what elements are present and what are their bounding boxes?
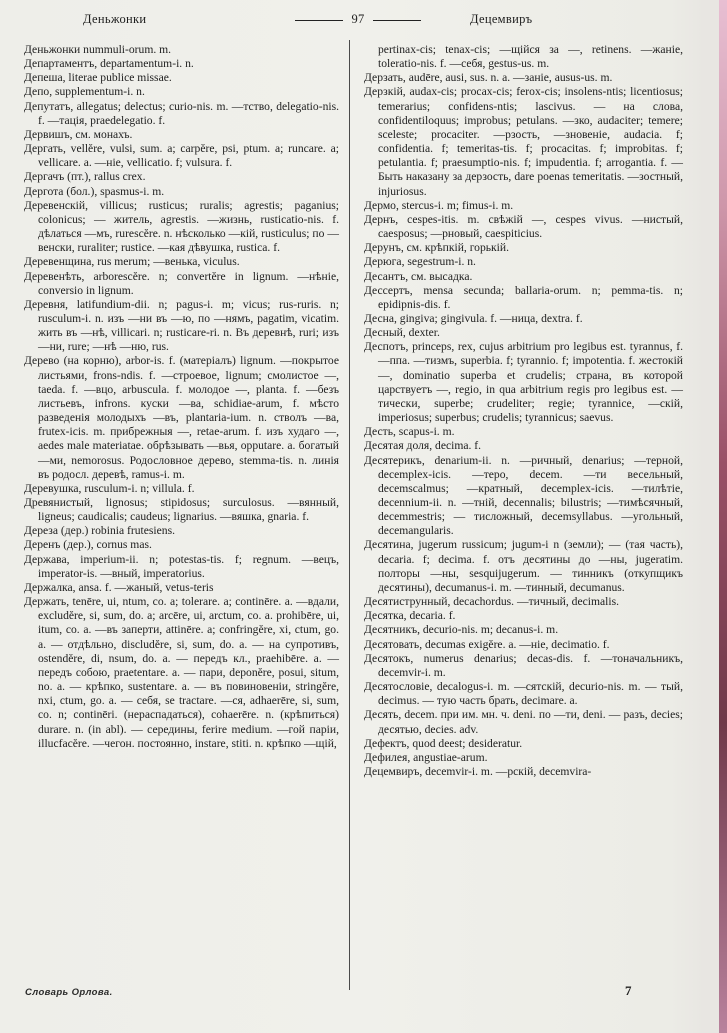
entry-definition: , supplementum-i. n.: [49, 85, 145, 99]
entry-definition: , decachordus. —тичный, decimalis.: [447, 595, 619, 609]
entry-definition: , denarium-ii. n. —ричный, denarius; —терной, decemplex-icis. —теро, decem. —ти весельный, decemscalmus; —кратный, decemplex-icis. —тилѣтіе, decennium-ii. n. —тній, decennalis; bilustris; —тимѣсячный, decemmestris; — тисложный, decemsyllabus. —угольный, decemangularis.: [378, 453, 683, 538]
dictionary-entry: [364, 751, 683, 765]
entry-definition: , quod deest; desideratur.: [406, 736, 523, 750]
entry-definition: , decumas exigĕre. a. —ніе, decimatio. f.: [419, 637, 610, 651]
entry-headword: Деренъ: [24, 538, 61, 552]
dictionary-entry: [364, 538, 683, 595]
dictionary-entry: [364, 43, 683, 71]
entry-headword: Десантъ: [364, 269, 406, 283]
dictionary-entry: [364, 623, 683, 637]
entry-headword: Дергать: [24, 142, 63, 156]
entry-definition: , mensa secunda; ballaria-orum. n; pemma-tis. n; epidipnis-dis. f.: [378, 283, 683, 311]
entry-headword: Дермо: [364, 198, 396, 212]
entry-definition: , audēre, ausi, sus. n. a. —заніе, ausus-us. m.: [402, 71, 613, 85]
entry-definition: (дер.), cornus mas.: [60, 538, 152, 552]
left-column: [24, 43, 339, 751]
rule-right: [373, 20, 421, 21]
entry-definition: , stercus-i. m; fimus-i. m.: [395, 198, 514, 212]
dictionary-entry: [364, 652, 683, 680]
running-head: [0, 12, 727, 32]
entry-headword: Десятиструнный: [364, 595, 448, 609]
entry-headword: Дерево: [24, 354, 60, 368]
entry-definition: , arborescĕre. n; convertĕre in lignum. —нѣніе, conversio in lignum.: [38, 269, 339, 297]
dictionary-entry: [24, 43, 339, 57]
entry-headword: Дерзкій: [364, 85, 403, 99]
entry-headword: Дернъ: [364, 212, 396, 226]
rule-left: [295, 20, 343, 21]
entry-headword: Депеша: [24, 71, 63, 85]
dictionary-entry: [24, 71, 339, 85]
dictionary-entry: [364, 340, 683, 425]
dictionary-entry: [364, 708, 683, 736]
dictionary-entry: [24, 595, 339, 751]
entry-headword: Держалка: [24, 580, 73, 594]
dictionary-entry: [364, 737, 683, 751]
entry-definition: , latifundium-dii. n; pagus-i. m; vicus; rus-ruris. n; rusculum-i. n. изъ —ни въ —ю, по —нямъ, pagatim, vicatim. жить въ —нѣ, villicari. n; rusticare-ri. n. Въ деревнѣ, ruri; изъ —ни, rure; —нѣ —ню, rus.: [38, 297, 339, 354]
dictionary-entry: [24, 170, 339, 184]
dictionary-entry: [364, 241, 683, 255]
entry-headword: Дервишъ: [24, 127, 70, 141]
entry-headword: Десть: [364, 425, 393, 439]
page-number-block: [208, 12, 508, 27]
entry-headword: Десятина: [364, 538, 411, 552]
entry-definition: , cespes-itis. m. свѣжій —, cespes vivus. —нистый, caesposus; —рновый, caespiticius.: [378, 212, 683, 241]
dictionary-entry: [364, 439, 683, 453]
printer-signature: Словарь Орлова.: [25, 987, 113, 998]
entry-headword: Десный: [364, 326, 403, 340]
entry-definition: , decalogus-i. m. —сятскій, decurio-nis. m. — тый, decimus. — тую часть брать, decimare. a.: [378, 680, 683, 708]
dictionary-entry: [364, 454, 683, 539]
entry-definition: , imperium-ii. n; potestas-tis. f; regnum. —вецъ, imperator-is. —вный, imperatorius.: [38, 552, 339, 580]
dictionary-entry: [364, 312, 683, 326]
dictionary-entry: [24, 100, 339, 128]
entry-headword: Децемвиръ: [364, 764, 420, 778]
entry-headword: Десятовать: [364, 637, 420, 651]
entry-definition: , angustiae-arum.: [407, 750, 488, 764]
entry-headword: Дергачъ: [24, 170, 65, 184]
entry-definition: , см. высадка.: [405, 269, 473, 283]
entry-headword: Дефилея: [364, 750, 408, 764]
entry-headword: Держава: [24, 552, 67, 566]
entry-headword: Десятка: [364, 609, 404, 623]
entry-definition: , jugerum russicum; jugum-i n (земли); — (тая часть), decaria. f; decima. f. отъ десятины до —ны, jugeratim. полторы —ны, sesquijugerum. — тинникъ (откупщикъ десятины), decumanus-i. m. —тинный, decumanus.: [378, 538, 683, 594]
entry-definition: pertinax-cis; tenax-cis; —щійся за —, retinens. —жаніе, toleratio-nis. f. —себя, gestus-us. m.: [378, 43, 683, 71]
entry-headword: Дерунъ: [364, 241, 401, 255]
entry-headword: Дессертъ: [364, 283, 410, 297]
dictionary-entry: [24, 255, 339, 269]
right-column: [364, 43, 683, 779]
entry-headword: Депо: [24, 85, 50, 99]
dictionary-entry: [364, 199, 683, 213]
signature-mark: 7: [625, 983, 632, 998]
dictionary-entry: [24, 185, 339, 199]
entry-headword: Деревенскій: [24, 198, 86, 212]
dictionary-entry: [364, 71, 683, 85]
dictionary-entry: [24, 57, 339, 71]
dictionary-entry: [364, 255, 683, 269]
entry-definition: , decaria. f.: [403, 609, 456, 623]
entry-definition: , scapus-i. m.: [393, 425, 455, 439]
dictionary-entry: [24, 496, 339, 524]
entry-definition: , literae publice missae.: [62, 71, 172, 85]
dictionary-entry: [364, 595, 683, 609]
entry-definition: , allegatus; delectus; curio-nis. m. —тство, delegatio-nis. f. —тація, praedelegatio. f.: [38, 99, 339, 127]
dictionary-entry: [364, 284, 683, 312]
page-edge-stain: [719, 0, 727, 1033]
entry-definition: , vellĕre, vulsi, sum. a; carpĕre, psi, ptum. a; runcare. a; vellicare. a. —ніе, vellicatio. f; vulsura. f.: [38, 142, 339, 170]
entry-headword: Деревенщина: [24, 255, 92, 269]
entry-definition: , villicus; rusticus; ruralis; agrestis; paganius; colonicus; — житель, agrestis. —жизнь, rusticatio-nis. f. дѣлаться —мъ, rurescĕre. n. нѣсколько —кій, rusticulus; по —венски, ruraliter; rustice. —кая дѣвушка, rustica. f.: [38, 198, 339, 255]
entry-headword: Дерюга: [364, 255, 402, 269]
entry-definition: , см. крѣпкій, горькій.: [400, 241, 510, 255]
dictionary-entry: [24, 524, 339, 538]
dictionary-entry: [364, 638, 683, 652]
entry-headword: Дерзать: [364, 71, 403, 85]
entry-headword: Дефектъ: [364, 736, 407, 750]
dictionary-entry: [24, 128, 339, 142]
entry-definition: , tenēre, ui, ntum, co. a; tolerare. a; continēre. a. —вдали, excludĕre, si, sum, do. a; arcēre, ui, arctum, co. a. prohibēre, ui, itum, co. a. —въ заперти, attinēre. a; confringĕre, xi, ctum, go. a. — отдѣльно, discludĕre, si, sum, do. a. — на супротивъ, ostendĕre, di, nsum, do. a. — передъ кл., praehibēre. a. — передъ собою, praetentare. a. — пари, deponĕre, posui, situm, no. a. — крѣпко, sustentare. a. — въ повиновеніи, stringĕre, nxi, ctum, go. a. — себя, se tractare. —ся, adhaerēre, si, sum, co. n; continēri. (нераспадаться), cohaerēre. n. (крѣпиться) durare. n. (in abl). — середины, ferire medium. —гой паріи, illucfacĕre. —чегон. постоянно, instare, stiti. n. крѣпко —щій,: [38, 595, 339, 750]
dictionary-entry: [364, 609, 683, 623]
dictionary-entry: [24, 199, 339, 256]
dictionary-entry: [24, 142, 339, 170]
entry-headword: Десна: [364, 311, 394, 325]
entry-headword: Десять: [364, 708, 399, 722]
dictionary-entry: [364, 765, 683, 779]
entry-definition: (на корню), arbor-is. f. (матеріалъ) lignum. —покрытое листьями, frons-ndis. f. —строевое, lignum; смолистое —, taeda. f. —вцо, arbuscula. f. молодое —, planta. f. —безъ листьевъ, infrons. куски —ва, schidiae-arum, f. мѣсто разведенія молодыхъ —въ, plantaria-ium. n. стволъ —ва, frutex-icis. m. прибрежныя —, retae-arum. f. изъ худаго —, aedes male materiatae. обрѣзывать —вья, opputare. a. богатый —ми, nemorosus. Родословное дерево, stemma-tis. n. линія въ родосл. деревѣ, ramus-i. m.: [38, 354, 339, 481]
dictionary-entry: [364, 425, 683, 439]
entry-definition: , dexter.: [402, 326, 440, 340]
entry-definition: , departamentum-i. n.: [94, 57, 194, 71]
entry-headword: Держать: [24, 595, 67, 609]
entry-definition: (бол.), spasmus-i. m.: [63, 184, 165, 198]
column-divider: [349, 40, 350, 990]
entry-headword: Деревушка: [24, 481, 79, 495]
dictionary-entry: [364, 680, 683, 708]
entry-headword: Деревенѣть: [24, 269, 82, 283]
entry-definition: , decurio-nis. m; decanus-i. m.: [417, 623, 559, 637]
dictionary-entry: [24, 85, 339, 99]
entry-headword: Древянистый: [24, 496, 91, 509]
running-head-right: Децемвиръ: [470, 12, 533, 26]
dictionary-entry: [364, 326, 683, 340]
running-head-left: Деньжонки: [83, 12, 147, 26]
entry-headword: Дергота: [24, 184, 64, 198]
entry-definition: , decem. при им. мн. ч. deni. по —ти, deni. — разъ, decies; десятью, decies. adv.: [378, 708, 683, 736]
entry-headword: Десятословіе: [364, 680, 430, 694]
entry-definition: , см. монахъ.: [69, 127, 133, 141]
entry-headword: Десятая доля: [364, 439, 430, 453]
entry-definition: , numerus denarius; decas-dis. f. —тоначальникъ, decemvir-i. m.: [378, 651, 683, 679]
entry-definition: , gingiva; gingivula. f. —ница, dextra. f.: [393, 311, 583, 325]
entry-definition: , rusculum-i. n; villula. f.: [78, 481, 195, 495]
dictionary-entry: [364, 270, 683, 284]
dictionary-entry: [24, 482, 339, 496]
dictionary-entry: [24, 538, 339, 552]
entry-headword: Десятерикъ: [364, 453, 422, 467]
entry-definition: , ansa. f. —жаный, vetus-teris: [72, 580, 214, 594]
entry-headword: Деревня: [24, 297, 66, 311]
dictionary-entry: [364, 85, 683, 198]
dictionary-entry: [24, 270, 339, 298]
entry-headword: Дереза: [24, 524, 59, 538]
entry-headword: Департаментъ: [24, 57, 95, 71]
entry-definition: (дер.) robinia frutesiens.: [58, 524, 175, 538]
dictionary-entry: [24, 581, 339, 595]
entry-definition: , rus merum; —венька, viculus.: [91, 255, 240, 269]
entry-headword: Депутатъ: [24, 99, 71, 113]
entry-definition: (пт.), rallus crex.: [64, 170, 146, 184]
entry-headword: Деспотъ: [364, 340, 406, 354]
entry-definition: , segestrum-i. n.: [401, 255, 476, 269]
entry-definition: , decemvir-i. m. —рскій, decemvira-: [419, 764, 592, 778]
entry-headword: Десятокъ: [364, 651, 411, 665]
dictionary-entry: [24, 354, 339, 481]
entry-definition: , decima. f.: [429, 439, 482, 453]
entry-definition: nummuli-orum. m.: [80, 43, 172, 56]
entry-headword: Деньжонки: [24, 43, 81, 56]
dictionary-entry: [24, 553, 339, 581]
entry-headword: Десятникъ: [364, 623, 418, 637]
dictionary-entry: [24, 298, 339, 355]
entry-definition: , lignosus; stipidosus; surculosus. —вянный, ligneus; caudicalis; caudeus; lignarius. —вяшка, gnaria. f.: [38, 496, 339, 524]
entry-definition: , audax-cis; procax-cis; ferox-cis; insolens-ntis; licentiosus; temerarius; confidens-ntis; lascivus. — на слова, confidentiloquus; improbus; petulans. —зко, audaciter; temere; scelestе; procaciter. —рзость, —зновеніе, audacia. f; confidentia. f; temeritas-tis. f; procacitas. f; improbitas. f; petulantia. f; praesumptio-nis. f; impudentia. f; arrogantia. f. —Быть наказану за дерзость, dare poenas temeritatis. —зостный, injuriosus.: [378, 85, 683, 198]
page-number: 97: [351, 12, 365, 26]
entry-definition: , princeps, rex, cujus arbitrium pro legibus est. tyrannus, f. —ппа. —тизмъ, superbia. f; tyrannio. f; impotentia. f. жестокій —, dominatio superba et crudelis; страна, въ которой царствуетъ —, regio, in qua arbitrium regis pro legibus est. —тически, superbe; crudeliter; regie; tyrannice, —скій, imperiosus; superbus; crudelis; tyrannicus; saevus.: [378, 340, 683, 425]
dictionary-entry: [364, 213, 683, 241]
